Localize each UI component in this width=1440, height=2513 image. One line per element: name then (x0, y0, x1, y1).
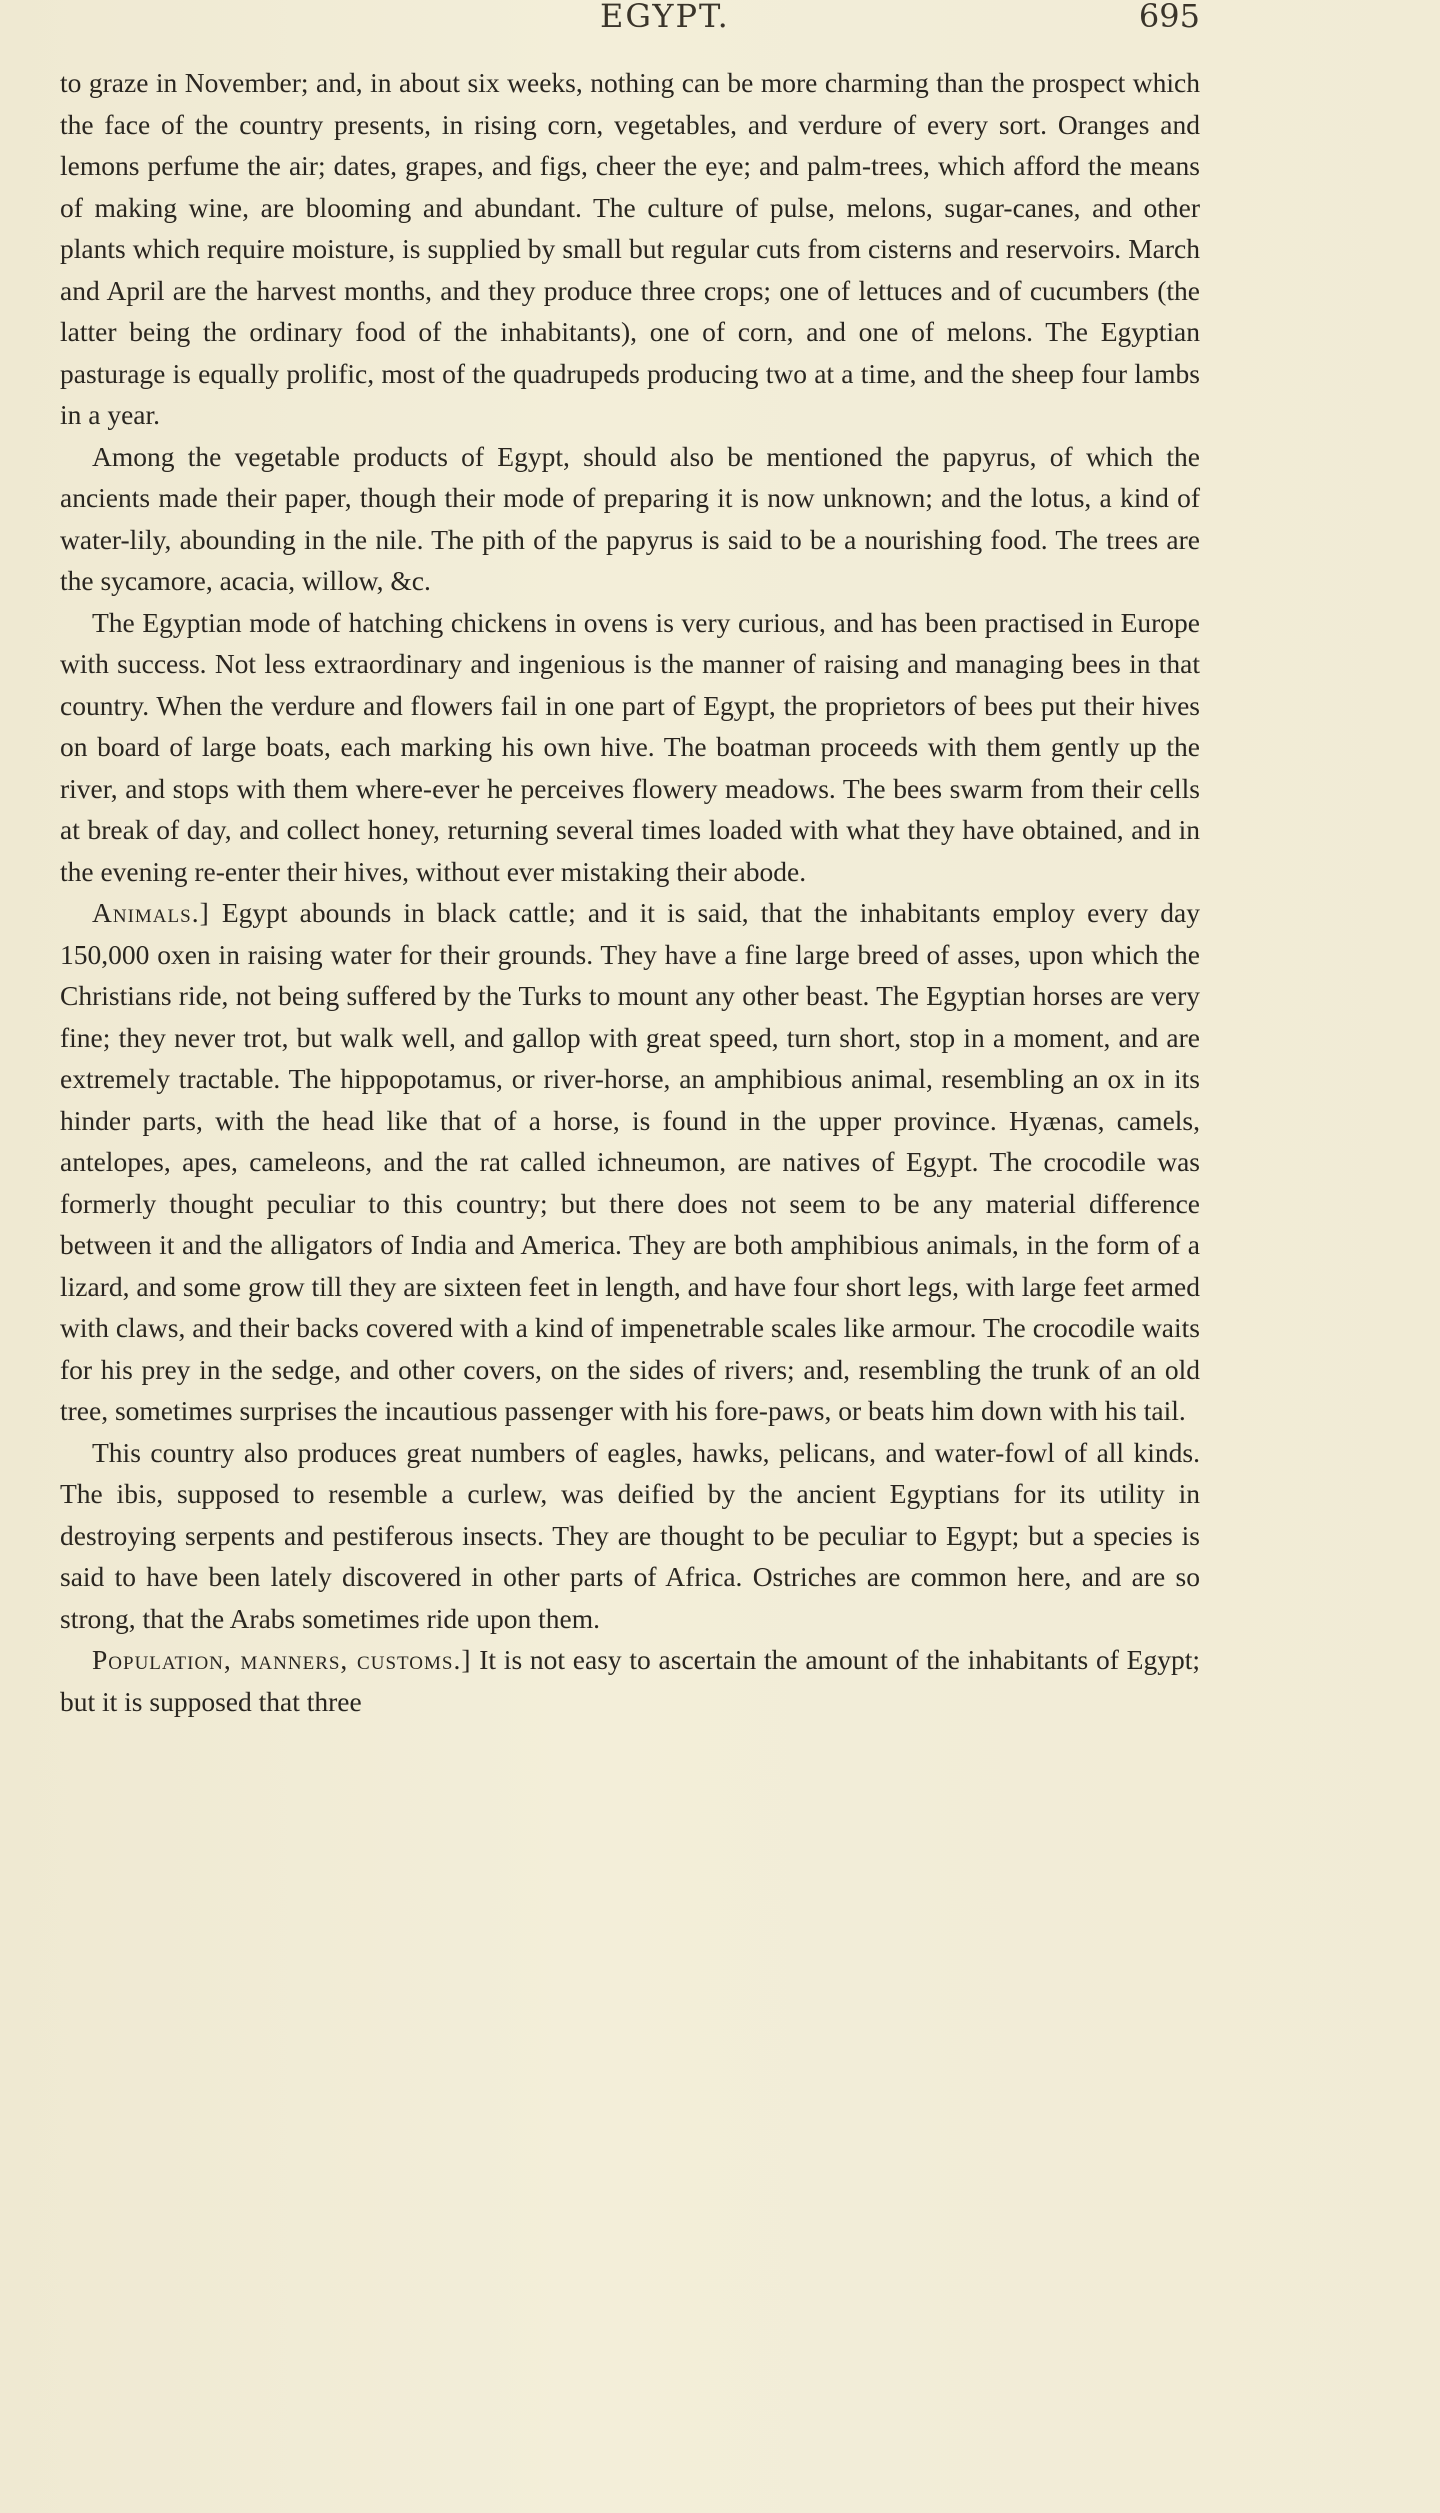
body-text (60, 62, 1200, 1722)
paragraph-text: It is not easy to ascertain the amount of the inhabitants of Egypt; but it is supposed that three (60, 1644, 1200, 1717)
paragraph-text: Egypt abounds in black cattle; and it is said, that the inhabitants employ every day 150,000 oxen in raising water for their grounds. They have a fine large breed of asses, upon which the Christians ride, not being suffered by the Turks to mount any other beast. The Egyptian horses are very fine; they never trot, but walk well, and gallop with great speed, turn short, stop in a moment, and are extremely tractable. The hippopotamus, or river-horse, an amphibious animal, resembling an ox in its hinder parts, with the head like that of a horse, is found in the upper province. Hyænas, camels, antelopes, apes, cameleons, and the rat called ichneumon, are natives of Egypt. The crocodile was formerly thought peculiar to this country; but there does not seem to be any material difference between it and the alligators of India and America. They are both amphibious animals, in the form of a lizard, and some grow till they are sixteen feet in length, and have four short legs, with large feet armed with claws, and their backs covered with a kind of impenetrable scales like armour. The crocodile waits for his prey in the sedge, and other covers, on the sides of rivers; and, resembling the trunk of an old tree, sometimes surprises the incautious passenger with his fore-paws, or beats him down with his tail. (60, 897, 1200, 1426)
paragraph-animals (60, 892, 1200, 1432)
page-number: 695 (1138, 0, 1200, 35)
paragraph-vegetable-products (60, 436, 1200, 602)
paragraph-birds (60, 1432, 1200, 1640)
paragraph-hatching-and-bees (60, 602, 1200, 893)
paragraph-text: to graze in November; and, in about six weeks, nothing can be more charming than the prospect which the face of the country presents, in rising corn, vegetables, and verdure of every sort. Oranges and lemons perfume the air; dates, grapes, and figs, cheer the eye; and palm-trees, which afford the means of making wine, are blooming and abundant. The culture of pulse, melons, sugar-canes, and other plants which require moisture, is supplied by small but regular cuts from cisterns and reservoirs. March and April are the harvest months, and they produce three crops; one of lettuces and of cucumbers (the latter being the ordinary food of the inhabitants), one of corn, and one of melons. The Egyptian pasturage is equally prolific, most of the quadrupeds producing two at a time, and the sheep four lambs in a year. (60, 67, 1200, 430)
section-heading-population: Population, manners, customs.] (92, 1644, 472, 1675)
paragraph-text: The Egyptian mode of hatching chickens in ovens is very curious, and has been practised in Europe with success. Not less extraordinary and ingenious is the manner of raising and managing bees in that country. When the verdure and flowers fail in one part of Egypt, the proprietors of bees put their hives on board of large boats, each marking his own hive. The boatman proceeds with them gently up the river, and stops with them where-ever he perceives flowery meadows. The bees swarm from their cells at break of day, and collect honey, returning several times loaded with what they have obtained, and in the evening re-enter their hives, without ever mistaking their abode. (60, 606, 1200, 887)
section-heading-animals: Animals.] (92, 897, 210, 928)
paragraph-pasturage (60, 62, 1200, 436)
running-title: EGYPT. (600, 0, 730, 35)
paragraph-text: This country also produces great numbers of eagles, hawks, pelicans, and water-fowl of all kinds. The ibis, supposed to resemble a curlew, was deified by the ancient Egyptians for its utility in destroying serpents and pestiferous insects. They are thought to be peculiar to Egypt; but a species is said to have been lately discovered in other parts of Africa. Ostriches are common here, and are so strong, that the Arabs sometimes ride upon them. (60, 1436, 1200, 1634)
running-head (60, 0, 1200, 40)
paragraph-population (60, 1639, 1200, 1722)
paragraph-text: Among the vegetable products of Egypt, should also be mentioned the papyrus, of which the ancients made their paper, though their mode of preparing it is now unknown; and the lotus, a kind of water-lily, abounding in the nile. The pith of the papyrus is said to be a nourishing food. The trees are the sycamore, acacia, willow, &c. (60, 440, 1200, 596)
